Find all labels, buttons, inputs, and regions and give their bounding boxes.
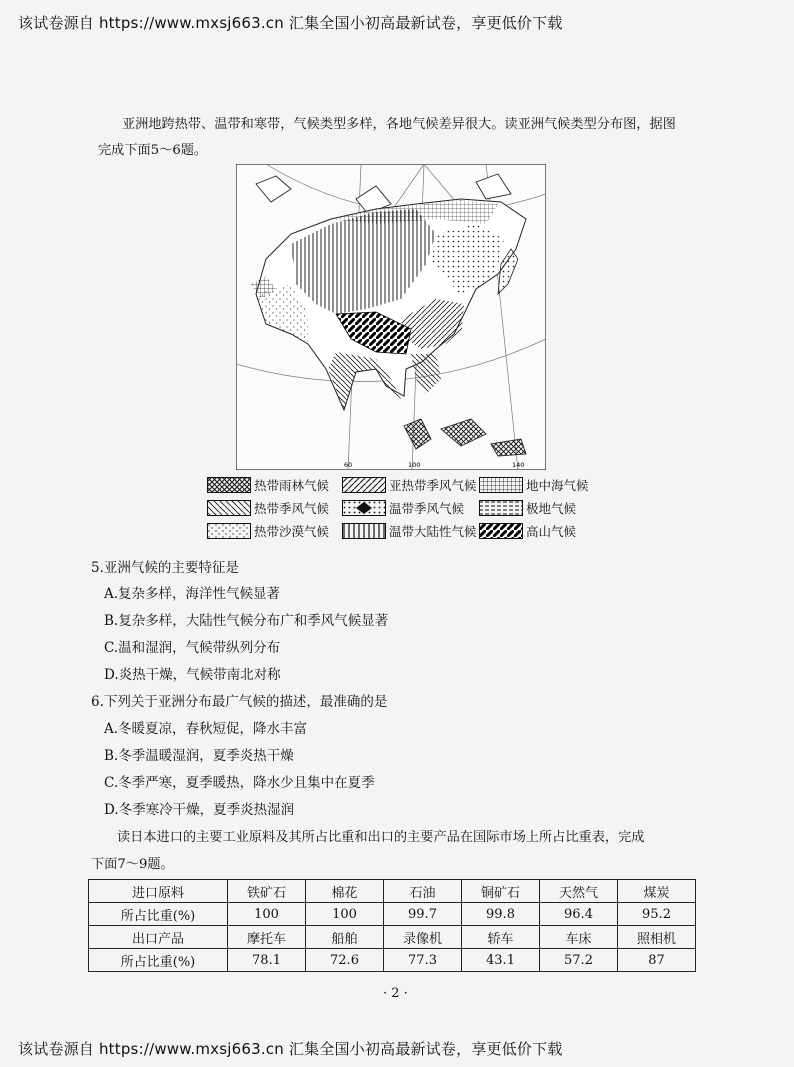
lon-label-100: 100 (408, 461, 421, 469)
japan-trade-table (88, 879, 696, 972)
legend-item-temperate-monsoon (342, 498, 464, 518)
table-cell: 77.3 (384, 949, 462, 972)
pattern-swatch-vertical-lines (342, 523, 386, 539)
legend-item-mediterranean (479, 475, 589, 495)
intro-paragraph-5-6 (98, 112, 718, 164)
table-cell: 100 (306, 903, 384, 926)
table-cell: 99.7 (384, 903, 462, 926)
table-cell: 所占比重(%) (89, 949, 228, 972)
pattern-swatch-dashes (479, 500, 523, 516)
table-cell: 进口原料 (89, 880, 228, 903)
legend-label: 亚热带季风气候 (389, 478, 477, 493)
table-row (89, 926, 696, 949)
table-cell: 摩托车 (228, 926, 306, 949)
q5-option-c: C.温和湿润，气候带纵列分布 (104, 640, 281, 656)
map-legend (207, 475, 602, 543)
q5-option-a: A.复杂多样，海洋性气候显著 (104, 586, 281, 602)
table-cell: 轿车 (462, 926, 540, 949)
source-banner-top: 该试卷源自 https://www.mxsj663.cn 汇集全国小初高最新试卷，享更低价下载 (18, 14, 563, 32)
legend-item-tropical-monsoon (207, 498, 329, 518)
table-row (89, 880, 696, 903)
table-cell: 96.4 (540, 903, 618, 926)
table-cell: 照相机 (618, 926, 696, 949)
table-cell: 72.6 (306, 949, 384, 972)
legend-label: 地中海气候 (526, 478, 589, 493)
question-6-stem: 6.下列关于亚洲分布最广气候的描述，最准确的是 (91, 694, 388, 710)
legend-label: 热带季风气候 (254, 501, 330, 516)
legend-label: 热带雨林气候 (254, 478, 330, 493)
legend-item-highland (479, 521, 576, 541)
table-row (89, 949, 696, 972)
legend-item-subtropical-monsoon (342, 475, 477, 495)
q6-option-a: A.冬暖夏凉，春秋短促，降水丰富 (104, 721, 308, 737)
legend-item-polar (479, 498, 576, 518)
q6-option-d: D.冬季寒冷干燥，夏季炎热湿润 (104, 802, 295, 818)
legend-label: 热带沙漠气候 (254, 524, 330, 539)
table-cell: 99.8 (462, 903, 540, 926)
table-cell: 棉花 (306, 880, 384, 903)
table-cell: 87 (618, 949, 696, 972)
legend-label: 温带大陆性气候 (389, 524, 477, 539)
legend-item-temperate-continental (342, 521, 477, 541)
table-cell: 100 (228, 903, 306, 926)
intro-paragraph-7-9 (91, 824, 731, 878)
pattern-swatch-sparse-dots (207, 523, 251, 539)
q5-option-b: B.复杂多样，大陆性气候分布广和季风气候显著 (104, 613, 389, 629)
lon-label-140: 140 (512, 461, 525, 469)
legend-label: 高山气候 (526, 524, 577, 539)
lon-label-60: 60 (344, 461, 353, 469)
q6-option-b: B.冬季温暖湿润，夏季炎热干燥 (104, 748, 294, 764)
table-cell: 78.1 (228, 949, 306, 972)
pattern-swatch-diagonal-left (207, 500, 251, 516)
table-cell: 煤炭 (618, 880, 696, 903)
table-cell: 所占比重(%) (89, 903, 228, 926)
pattern-swatch-grid (479, 477, 523, 493)
intro-line-1: 亚洲地跨热带、温带和寒带，气候类型多样，各地气候差异很大。读亚洲气候类型分布图，据图 (122, 117, 676, 132)
page-number: · 2 · (383, 986, 408, 1001)
pattern-swatch-bold-diagonal (479, 523, 523, 539)
q5-option-d: D.炎热干燥，气候带南北对称 (104, 667, 281, 683)
table-cell: 43.1 (462, 949, 540, 972)
intro2-line-2: 下面7～9题。 (91, 857, 174, 872)
question-5-stem: 5.亚洲气候的主要特征是 (91, 560, 239, 576)
source-banner-bottom: 该试卷源自 https://www.mxsj663.cn 汇集全国小初高最新试卷，享更低价下载 (18, 1040, 563, 1058)
table-cell: 船舶 (306, 926, 384, 949)
legend-label: 极地气候 (526, 501, 577, 516)
table-cell: 车床 (540, 926, 618, 949)
legend-label: 温带季风气候 (389, 501, 465, 516)
legend-item-tropical-desert (207, 521, 329, 541)
table-cell: 57.2 (540, 949, 618, 972)
table-cell: 铁矿石 (228, 880, 306, 903)
pattern-swatch-diagonal-right (342, 477, 386, 493)
table-row (89, 903, 696, 926)
table-cell: 录像机 (384, 926, 462, 949)
q6-option-c: C.冬季严寒，夏季暖热，降水少且集中在夏季 (104, 775, 375, 791)
asia-climate-map (236, 164, 546, 470)
table-cell: 出口产品 (89, 926, 228, 949)
table-cell: 石油 (384, 880, 462, 903)
table-cell: 95.2 (618, 903, 696, 926)
table-cell: 铜矿石 (462, 880, 540, 903)
table-cell: 天然气 (540, 880, 618, 903)
legend-item-rainforest (207, 475, 329, 495)
pattern-swatch-crosshatch (207, 477, 251, 493)
intro-line-2: 完成下面5～6题。 (98, 143, 208, 158)
intro2-line-1: 读日本进口的主要工业原料及其所占比重和出口的主要产品在国际市场上所占比重表，完成 (117, 830, 645, 845)
pattern-swatch-dots-diamond (342, 500, 386, 516)
